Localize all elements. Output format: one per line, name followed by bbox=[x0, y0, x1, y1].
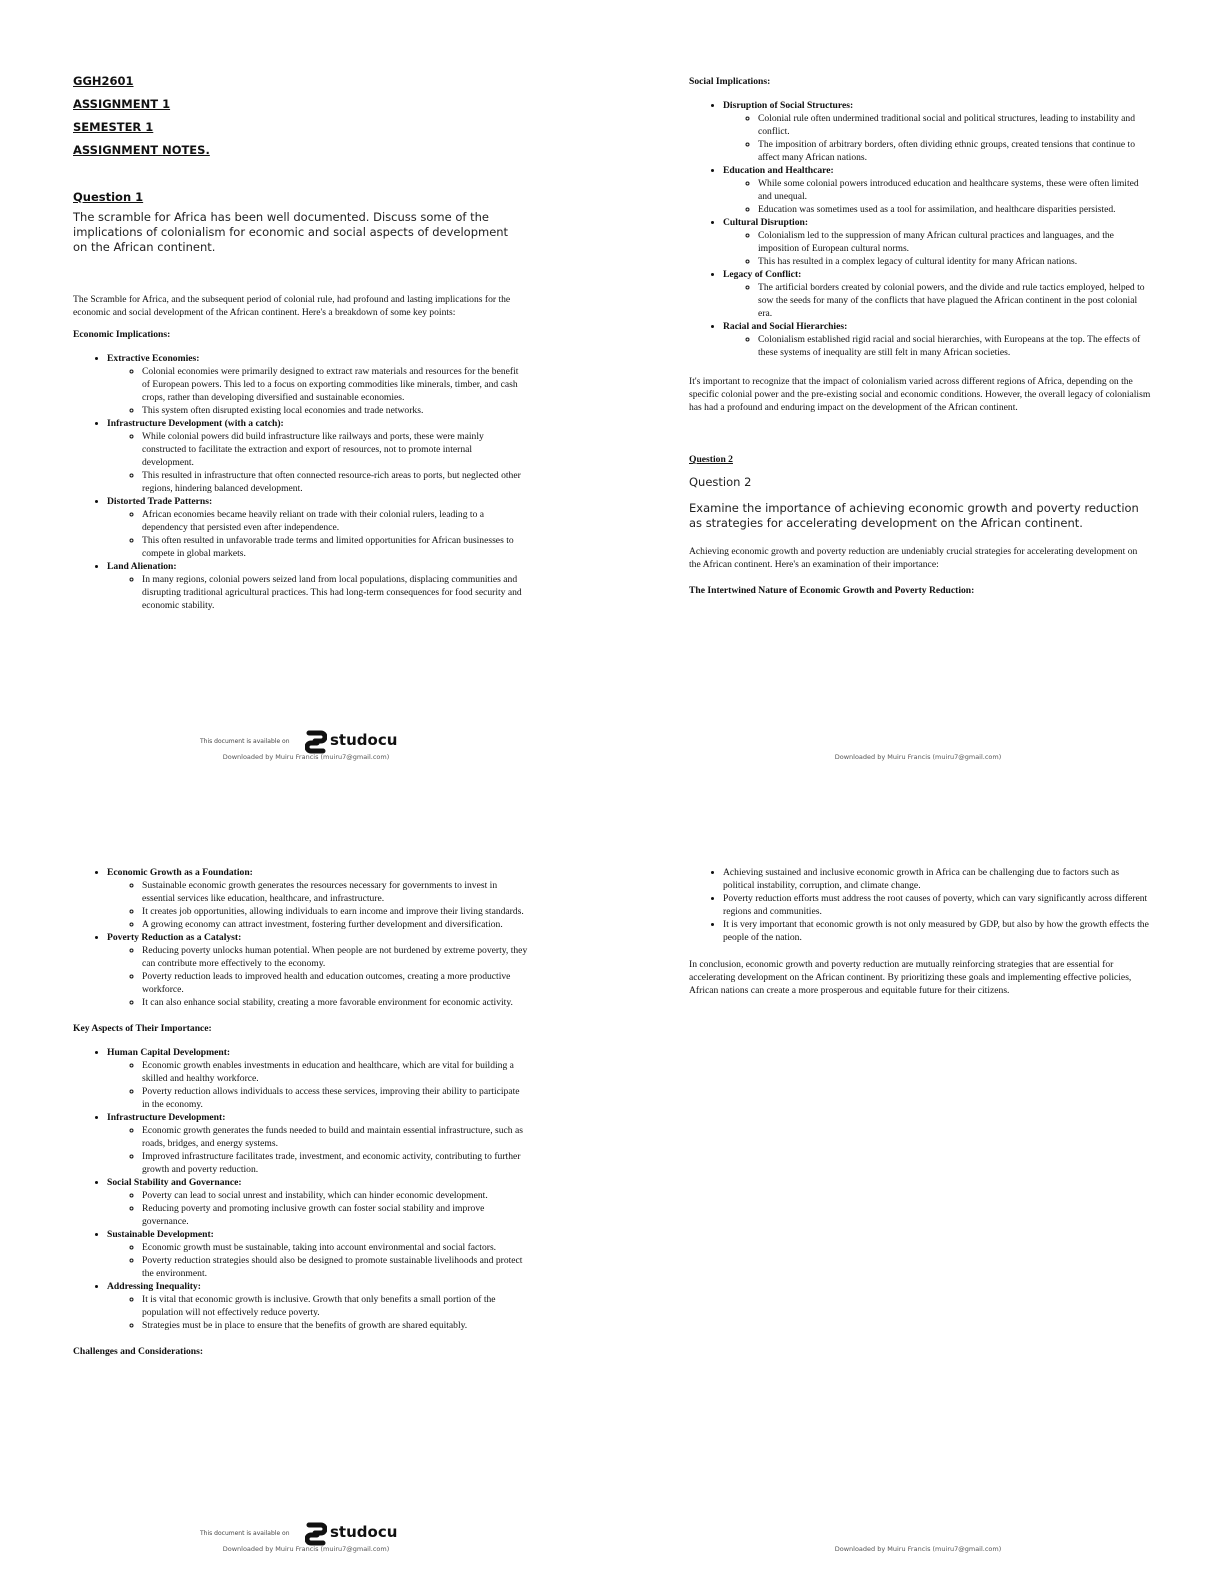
sub-item: ◦ While some colonial powers introduced education and healthcare systems, these were often limited and unequal. bbox=[758, 177, 1151, 203]
assignment-label: ASSIGNMENT 1 bbox=[73, 97, 171, 111]
sub-item: ◦ In many regions, colonial powers seized land from local populations, displacing communities and disrupting traditional agricultural practices. This had long-term consequences for food security and economic stability. bbox=[142, 573, 523, 612]
page-1-content bbox=[73, 74, 523, 622]
list-item bbox=[107, 1280, 528, 1332]
sub-item: ◦ It is vital that economic growth is inclusive. Growth that only benefits a small portion of the population will not effectively reduce poverty. bbox=[142, 1293, 528, 1319]
list-item bbox=[723, 164, 1151, 216]
item-title: Disruption of Social Structures: bbox=[723, 100, 854, 111]
sub-item: ◦ Economic growth generates the funds needed to build and maintain essential infrastructure, such as roads, bridges, and energy systems. bbox=[142, 1124, 528, 1150]
page-4 bbox=[612, 792, 1224, 1584]
semester-label: SEMESTER 1 bbox=[73, 120, 154, 134]
sub-item: ◦ Sustainable economic growth generates the resources necessary for governments to invest in essential services like education, healthcare, and infrastructure. bbox=[142, 879, 528, 905]
item-title: Social Stability and Governance: bbox=[107, 1177, 242, 1188]
item-title: Human Capital Development: bbox=[107, 1047, 231, 1058]
bullet-list bbox=[73, 1046, 528, 1332]
list-item bbox=[723, 99, 1151, 164]
sub-item: ◦ Improved infrastructure facilitates trade, investment, and economic activity, contributing to further growth and poverty reduction. bbox=[142, 1150, 528, 1176]
sub-item: ◦ It can also enhance social stability, creating a more favorable environment for economic activity. bbox=[142, 996, 528, 1009]
sub-item: ◦ Poverty reduction allows individuals to access these services, improving their ability to participate in the economy. bbox=[142, 1085, 528, 1111]
list-item bbox=[723, 320, 1151, 359]
question-1-text: The scramble for Africa has been well documented. Discuss some of the implications of colonialism for economic and social aspects of development on the African continent. bbox=[73, 210, 509, 254]
question-2-label: Question 2 bbox=[689, 475, 752, 489]
page-2 bbox=[612, 0, 1224, 792]
bullet-list bbox=[73, 866, 528, 1009]
list-item: • Achieving sustained and inclusive economic growth in Africa can be challenging due to factors such as political instability, corruption, and climate change. bbox=[723, 866, 1151, 892]
sub-item: ◦ Colonialism established rigid racial and social hierarchies, with Europeans at the top. The effects of these systems of inequality are still felt in many African societies. bbox=[758, 333, 1151, 359]
sub-item: ◦ Reducing poverty unlocks human potential. When people are not burdened by extreme poverty, they can contribute more effectively to the economy. bbox=[142, 944, 528, 970]
item-title: Education and Healthcare: bbox=[723, 165, 834, 176]
availability-text: This document is available on bbox=[200, 738, 290, 745]
list-item bbox=[107, 866, 528, 931]
list-item bbox=[723, 216, 1151, 268]
sub-item: ◦ A growing economy can attract investment, fostering further development and diversification. bbox=[142, 918, 528, 931]
sub-item: ◦ Economic growth enables investments in education and healthcare, which are vital for building a skilled and healthy workforce. bbox=[142, 1059, 528, 1085]
sub-item: ◦ This resulted in infrastructure that often connected resource-rich areas to ports, but neglected other regions, hindering balanced development. bbox=[142, 469, 523, 495]
availability-text: This document is available on bbox=[200, 1530, 290, 1537]
sub-item: ◦ Colonial rule often undermined traditional social and political structures, leading to instability and conflict. bbox=[758, 112, 1151, 138]
studocu-logo-text: studocu bbox=[330, 731, 398, 749]
list-item bbox=[107, 1228, 528, 1280]
item-title: Cultural Disruption: bbox=[723, 217, 809, 228]
page-2-content bbox=[689, 76, 1151, 608]
bullet-list bbox=[73, 352, 523, 612]
section-heading: Economic Implications: bbox=[73, 329, 171, 340]
sub-item: ◦ Education was sometimes used as a tool for assimilation, and healthcare disparities persisted. bbox=[758, 203, 1151, 216]
course-code: GGH2601 bbox=[73, 74, 134, 88]
question-2-section-heading: The Intertwined Nature of Economic Growth and Poverty Reduction: bbox=[689, 585, 975, 596]
item-title: Racial and Social Hierarchies: bbox=[723, 321, 848, 332]
studocu-logo-icon bbox=[305, 1522, 327, 1546]
item-title: Distorted Trade Patterns: bbox=[107, 496, 213, 507]
item-title: Sustainable Development: bbox=[107, 1229, 214, 1240]
question-2-heading: Question 2 bbox=[689, 454, 733, 465]
item-title: Poverty Reduction as a Catalyst: bbox=[107, 932, 242, 943]
sub-item: ◦ This often resulted in unfavorable trade terms and limited opportunities for African businesses to compete in global markets. bbox=[142, 534, 523, 560]
sub-item: ◦ This system often disrupted existing local economies and trade networks. bbox=[142, 404, 523, 417]
list-item bbox=[107, 560, 523, 612]
list-item bbox=[723, 268, 1151, 320]
notes-label: ASSIGNMENT NOTES. bbox=[73, 143, 210, 157]
downloaded-by: Downloaded by Muiru Francis (muiru7@gmail.com) bbox=[222, 753, 390, 761]
question-1-title: Question 1 bbox=[73, 190, 144, 204]
sub-item: ◦ It creates job opportunities, allowing individuals to earn income and improve their living standards. bbox=[142, 905, 528, 918]
item-title: Economic Growth as a Foundation: bbox=[107, 867, 253, 878]
page-4-content bbox=[689, 866, 1151, 1007]
list-item bbox=[107, 1176, 528, 1228]
list-item bbox=[107, 1046, 528, 1111]
page-1 bbox=[0, 0, 612, 792]
item-title: Legacy of Conflict: bbox=[723, 269, 802, 280]
section-heading: Social Implications: bbox=[689, 76, 771, 87]
section-heading: Key Aspects of Their Importance: bbox=[73, 1023, 212, 1034]
sub-item: ◦ The imposition of arbitrary borders, often dividing ethnic groups, created tensions that continue to affect many African nations. bbox=[758, 138, 1151, 164]
sub-item: ◦ Colonialism led to the suppression of many African cultural practices and languages, and the imposition of European cultural norms. bbox=[758, 229, 1151, 255]
downloaded-by: Downloaded by Muiru Francis (muiru7@gmail.com) bbox=[834, 1545, 1002, 1553]
sub-item: ◦ Reducing poverty and promoting inclusive growth can foster social stability and improve governance. bbox=[142, 1202, 528, 1228]
sub-item: ◦ Strategies must be in place to ensure that the benefits of growth are shared equitably. bbox=[142, 1319, 528, 1332]
list-item bbox=[107, 417, 523, 495]
list-item: • Poverty reduction efforts must address the root causes of poverty, which can vary significantly across different regions and communities. bbox=[723, 892, 1151, 918]
item-title: Infrastructure Development: bbox=[107, 1112, 226, 1123]
conclusion-paragraph: In conclusion, economic growth and poverty reduction are mutually reinforcing strategies that are essential for accelerating development on the African continent. By prioritizing these goals and implementing effective policies, African nations can create a more prosperous and equitable future for their citizens. bbox=[689, 959, 1132, 996]
page-3-content bbox=[73, 866, 528, 1369]
studocu-logo-text: studocu bbox=[330, 1523, 398, 1541]
sub-item: ◦ Poverty reduction leads to improved health and education outcomes, creating a more productive workforce. bbox=[142, 970, 528, 996]
page-3 bbox=[0, 792, 612, 1584]
question-2-intro: Achieving economic growth and poverty reduction are undeniably crucial strategies for accelerating development on the African continent. Here's an examination of their importance: bbox=[689, 546, 1138, 570]
sub-item: ◦ Economic growth must be sustainable, taking into account environmental and social factors. bbox=[142, 1241, 528, 1254]
sub-item: ◦ The artificial borders created by colonial powers, and the divide and rule tactics employed, helped to sow the seeds for many of the conflicts that have plagued the African continent in the post colonial era. bbox=[758, 281, 1151, 320]
question-2-text: Examine the importance of achieving economic growth and poverty reduction as strategies for accelerating development on the African continent. bbox=[689, 501, 1139, 530]
list-item bbox=[107, 352, 523, 417]
sub-item: ◦ Poverty can lead to social unrest and instability, which can hinder economic development. bbox=[142, 1189, 528, 1202]
item-title: Extractive Economies: bbox=[107, 353, 200, 364]
sub-item: ◦ African economies became heavily reliant on trade with their colonial rulers, leading to a dependency that persisted even after independence. bbox=[142, 508, 523, 534]
item-title: Addressing Inequality: bbox=[107, 1281, 201, 1292]
downloaded-by: Downloaded by Muiru Francis (muiru7@gmail.com) bbox=[834, 753, 1002, 761]
sub-item: ◦ Colonial economies were primarily designed to extract raw materials and resources for the benefit of European powers. This led to a focus on exporting commodities like minerals, timber, and cash crops, rather than developing diversified and sustainable economies. bbox=[142, 365, 523, 404]
sub-item: ◦ Poverty reduction strategies should also be designed to promote sustainable livelihoods and protect the environment. bbox=[142, 1254, 528, 1280]
intro-paragraph: The Scramble for Africa, and the subsequent period of colonial rule, had profound and lasting implications for the economic and social development of the African continent. Here's a breakdown of some key points: bbox=[73, 294, 511, 318]
bullet-list bbox=[689, 99, 1151, 359]
downloaded-by: Downloaded by Muiru Francis (muiru7@gmail.com) bbox=[222, 1545, 390, 1553]
list-item bbox=[107, 1111, 528, 1176]
bullet-list bbox=[689, 866, 1151, 944]
sub-item: ◦ While colonial powers did build infrastructure like railways and ports, these were mainly constructed to facilitate the extraction and export of resources, not to promote internal development. bbox=[142, 430, 523, 469]
sub-item: ◦ This has resulted in a complex legacy of cultural identity for many African nations. bbox=[758, 255, 1151, 268]
list-item bbox=[107, 931, 528, 1009]
section-heading-2: Challenges and Considerations: bbox=[73, 1346, 204, 1357]
item-title: Infrastructure Development (with a catch): bbox=[107, 418, 284, 429]
item-title: Land Alienation: bbox=[107, 561, 177, 572]
list-item: • It is very important that economic growth is not only measured by GDP, but also by how the growth effects the people of the nation. bbox=[723, 918, 1151, 944]
studocu-logo-icon bbox=[305, 730, 327, 754]
conclusion-paragraph: It's important to recognize that the impact of colonialism varied across different regions of Africa, depending on the specific colonial power and the pre-existing social and economic conditions. However, the overall legacy of colonialism has had a profound and enduring impact on the development of the African continent. bbox=[689, 376, 1151, 413]
list-item bbox=[107, 495, 523, 560]
